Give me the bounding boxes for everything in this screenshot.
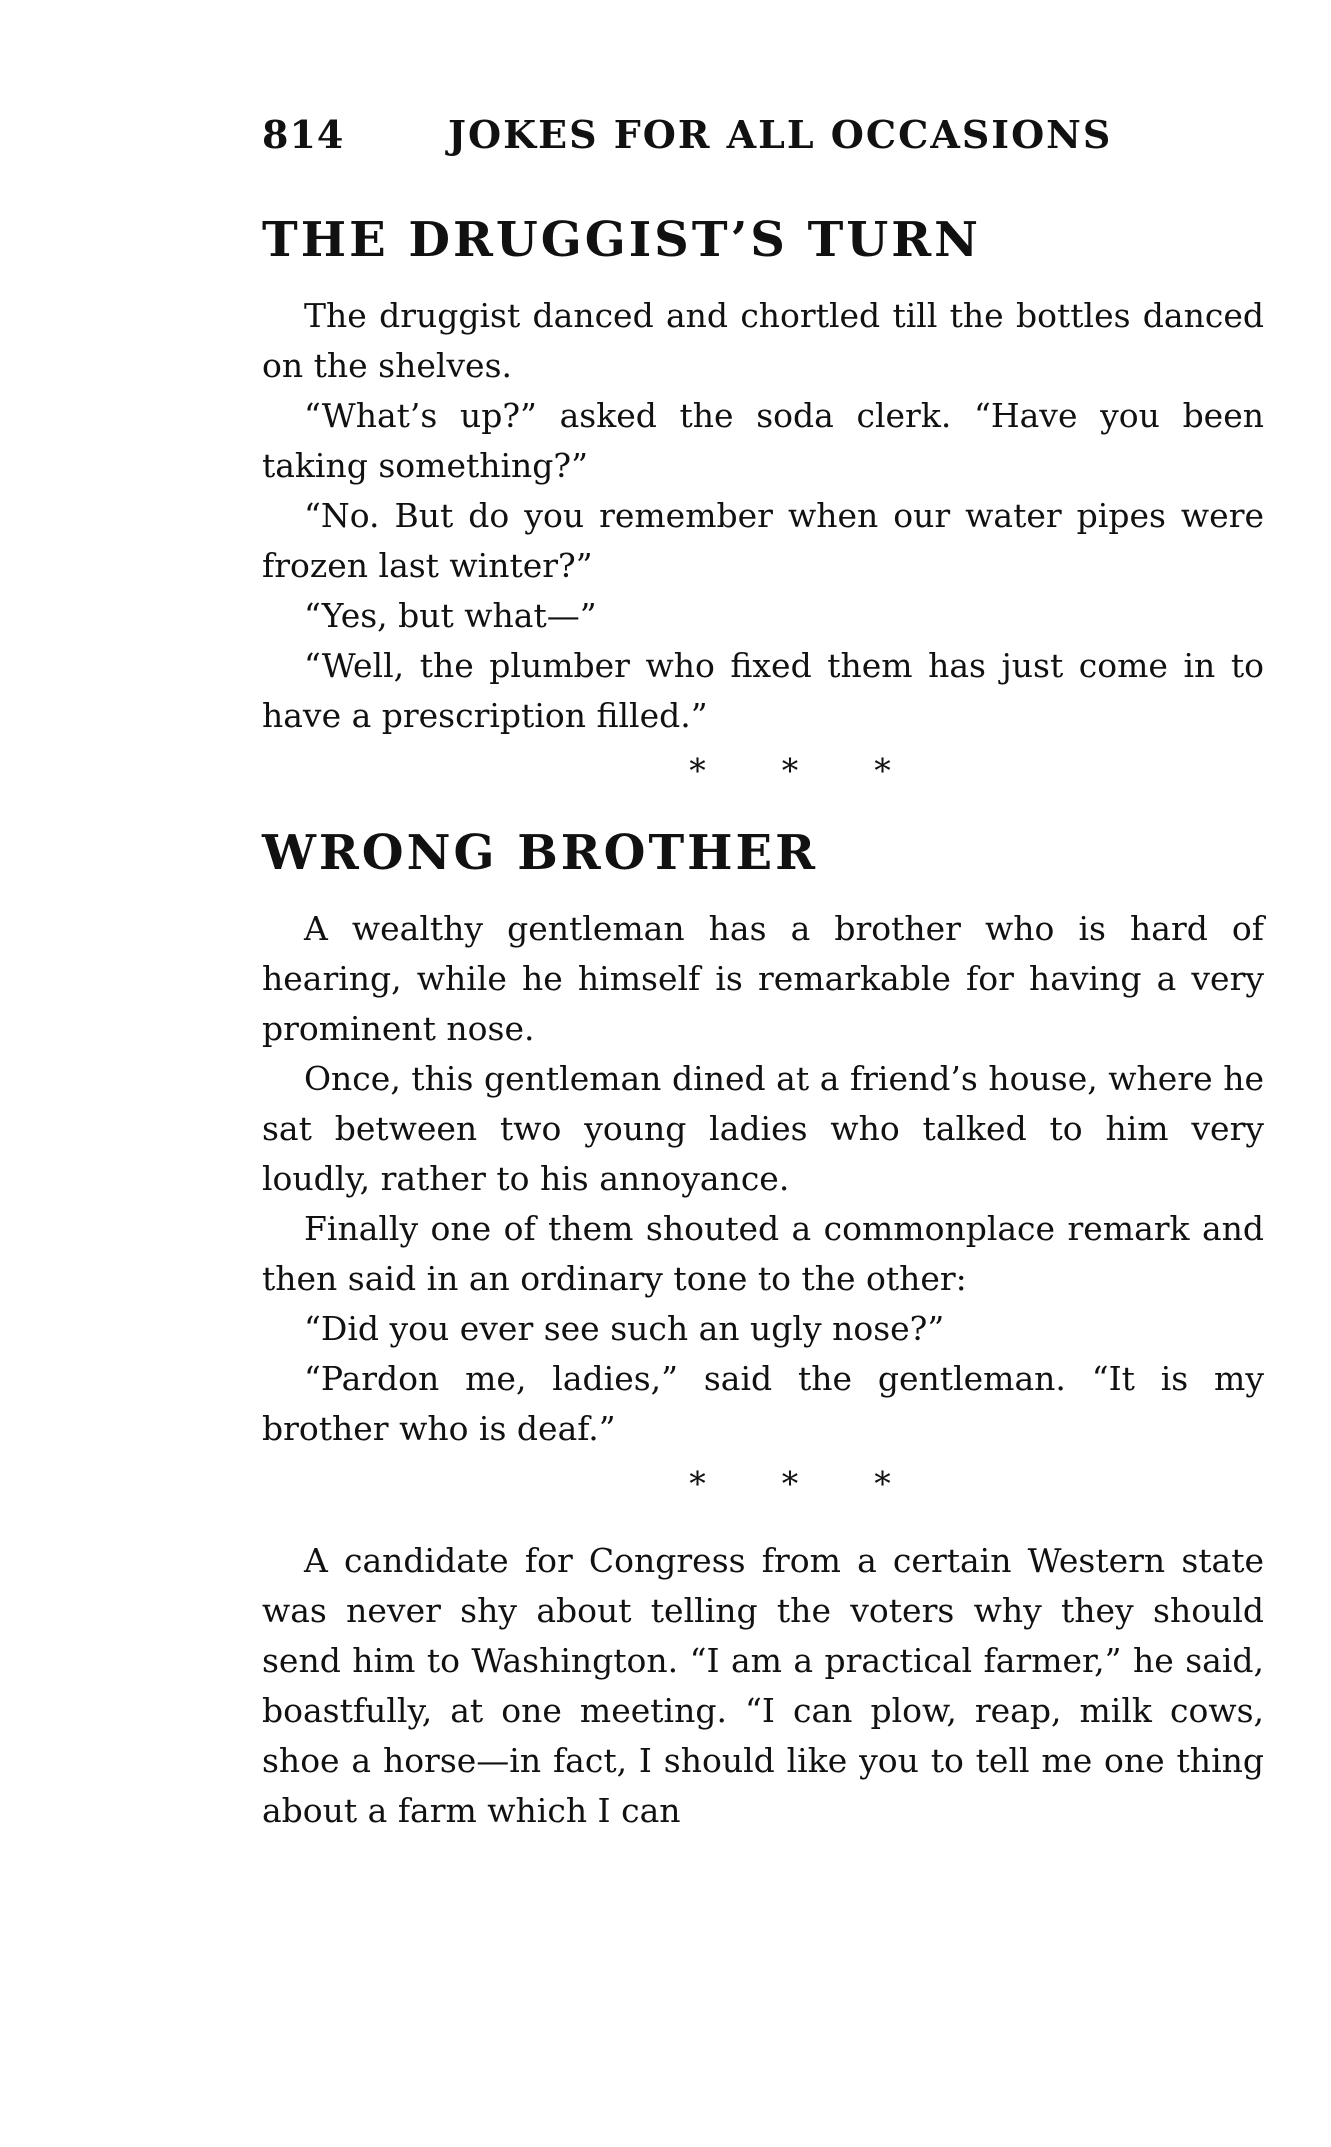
asterisk-separator [262,749,1264,793]
paragraph: “Did you ever see such an ugly nose?” [304,1308,945,1348]
paragraph: The druggist danced and chortled till the bottles danced on the shelves. [262,295,1264,385]
section-heading: WRONG BROTHER [262,824,819,881]
asterisk-separator [262,1462,1264,1506]
section-heading: THE DRUGGIST’S TURN [262,212,981,268]
book-page [262,100,1264,1836]
paragraph: “Well, the plumber who fixed them has just come in to have a prescription filled.” [262,645,1264,735]
asterisk: * [781,1463,799,1503]
paragraph: “No. But do you remember when our water pipes were frozen last winter?” [262,495,1264,585]
asterisk: * [781,750,799,790]
page-number: 814 [262,112,345,157]
joke-wrong-brother [262,824,1264,1506]
paragraph: “Yes, but what—” [304,595,597,635]
paragraph: “Pardon me, ladies,” said the gentleman. “It is my brother who is deaf.” [262,1358,1264,1448]
paragraph: Finally one of them shouted a commonplace remark and then said in an ordinary tone to the other: [262,1208,1264,1298]
paragraph: Once, this gentleman dined at a friend’s house, where he sat between two young ladies who talked to him very loudly, rather to his annoyance. [262,1058,1264,1198]
asterisk: * [874,750,891,790]
asterisk: * [689,750,706,790]
paragraph: “What’s up?” asked the soda clerk. “Have you been taking something?” [262,395,1264,485]
joke-congress-candidate [262,1536,1264,1836]
joke-druggists-turn [262,214,1264,793]
paragraph: A wealthy gentleman has a brother who is hard of hearing, while he himself is remarkable for having a very prominent nose. [262,908,1264,1048]
running-head [262,112,1264,172]
asterisk: * [689,1463,706,1503]
book-title: JOKES FOR ALL OCCASIONS [448,112,1113,157]
paragraph: A candidate for Congress from a certain Western state was never shy about telling the voters why they should send him to Washington. “I am a practical farmer,” he said, boastfully, at one meeting. “I can plow, reap, milk cows, shoe a horse—in fact, I should like you to tell me one thing about a farm which I can [262,1540,1264,1830]
asterisk: * [874,1463,891,1503]
